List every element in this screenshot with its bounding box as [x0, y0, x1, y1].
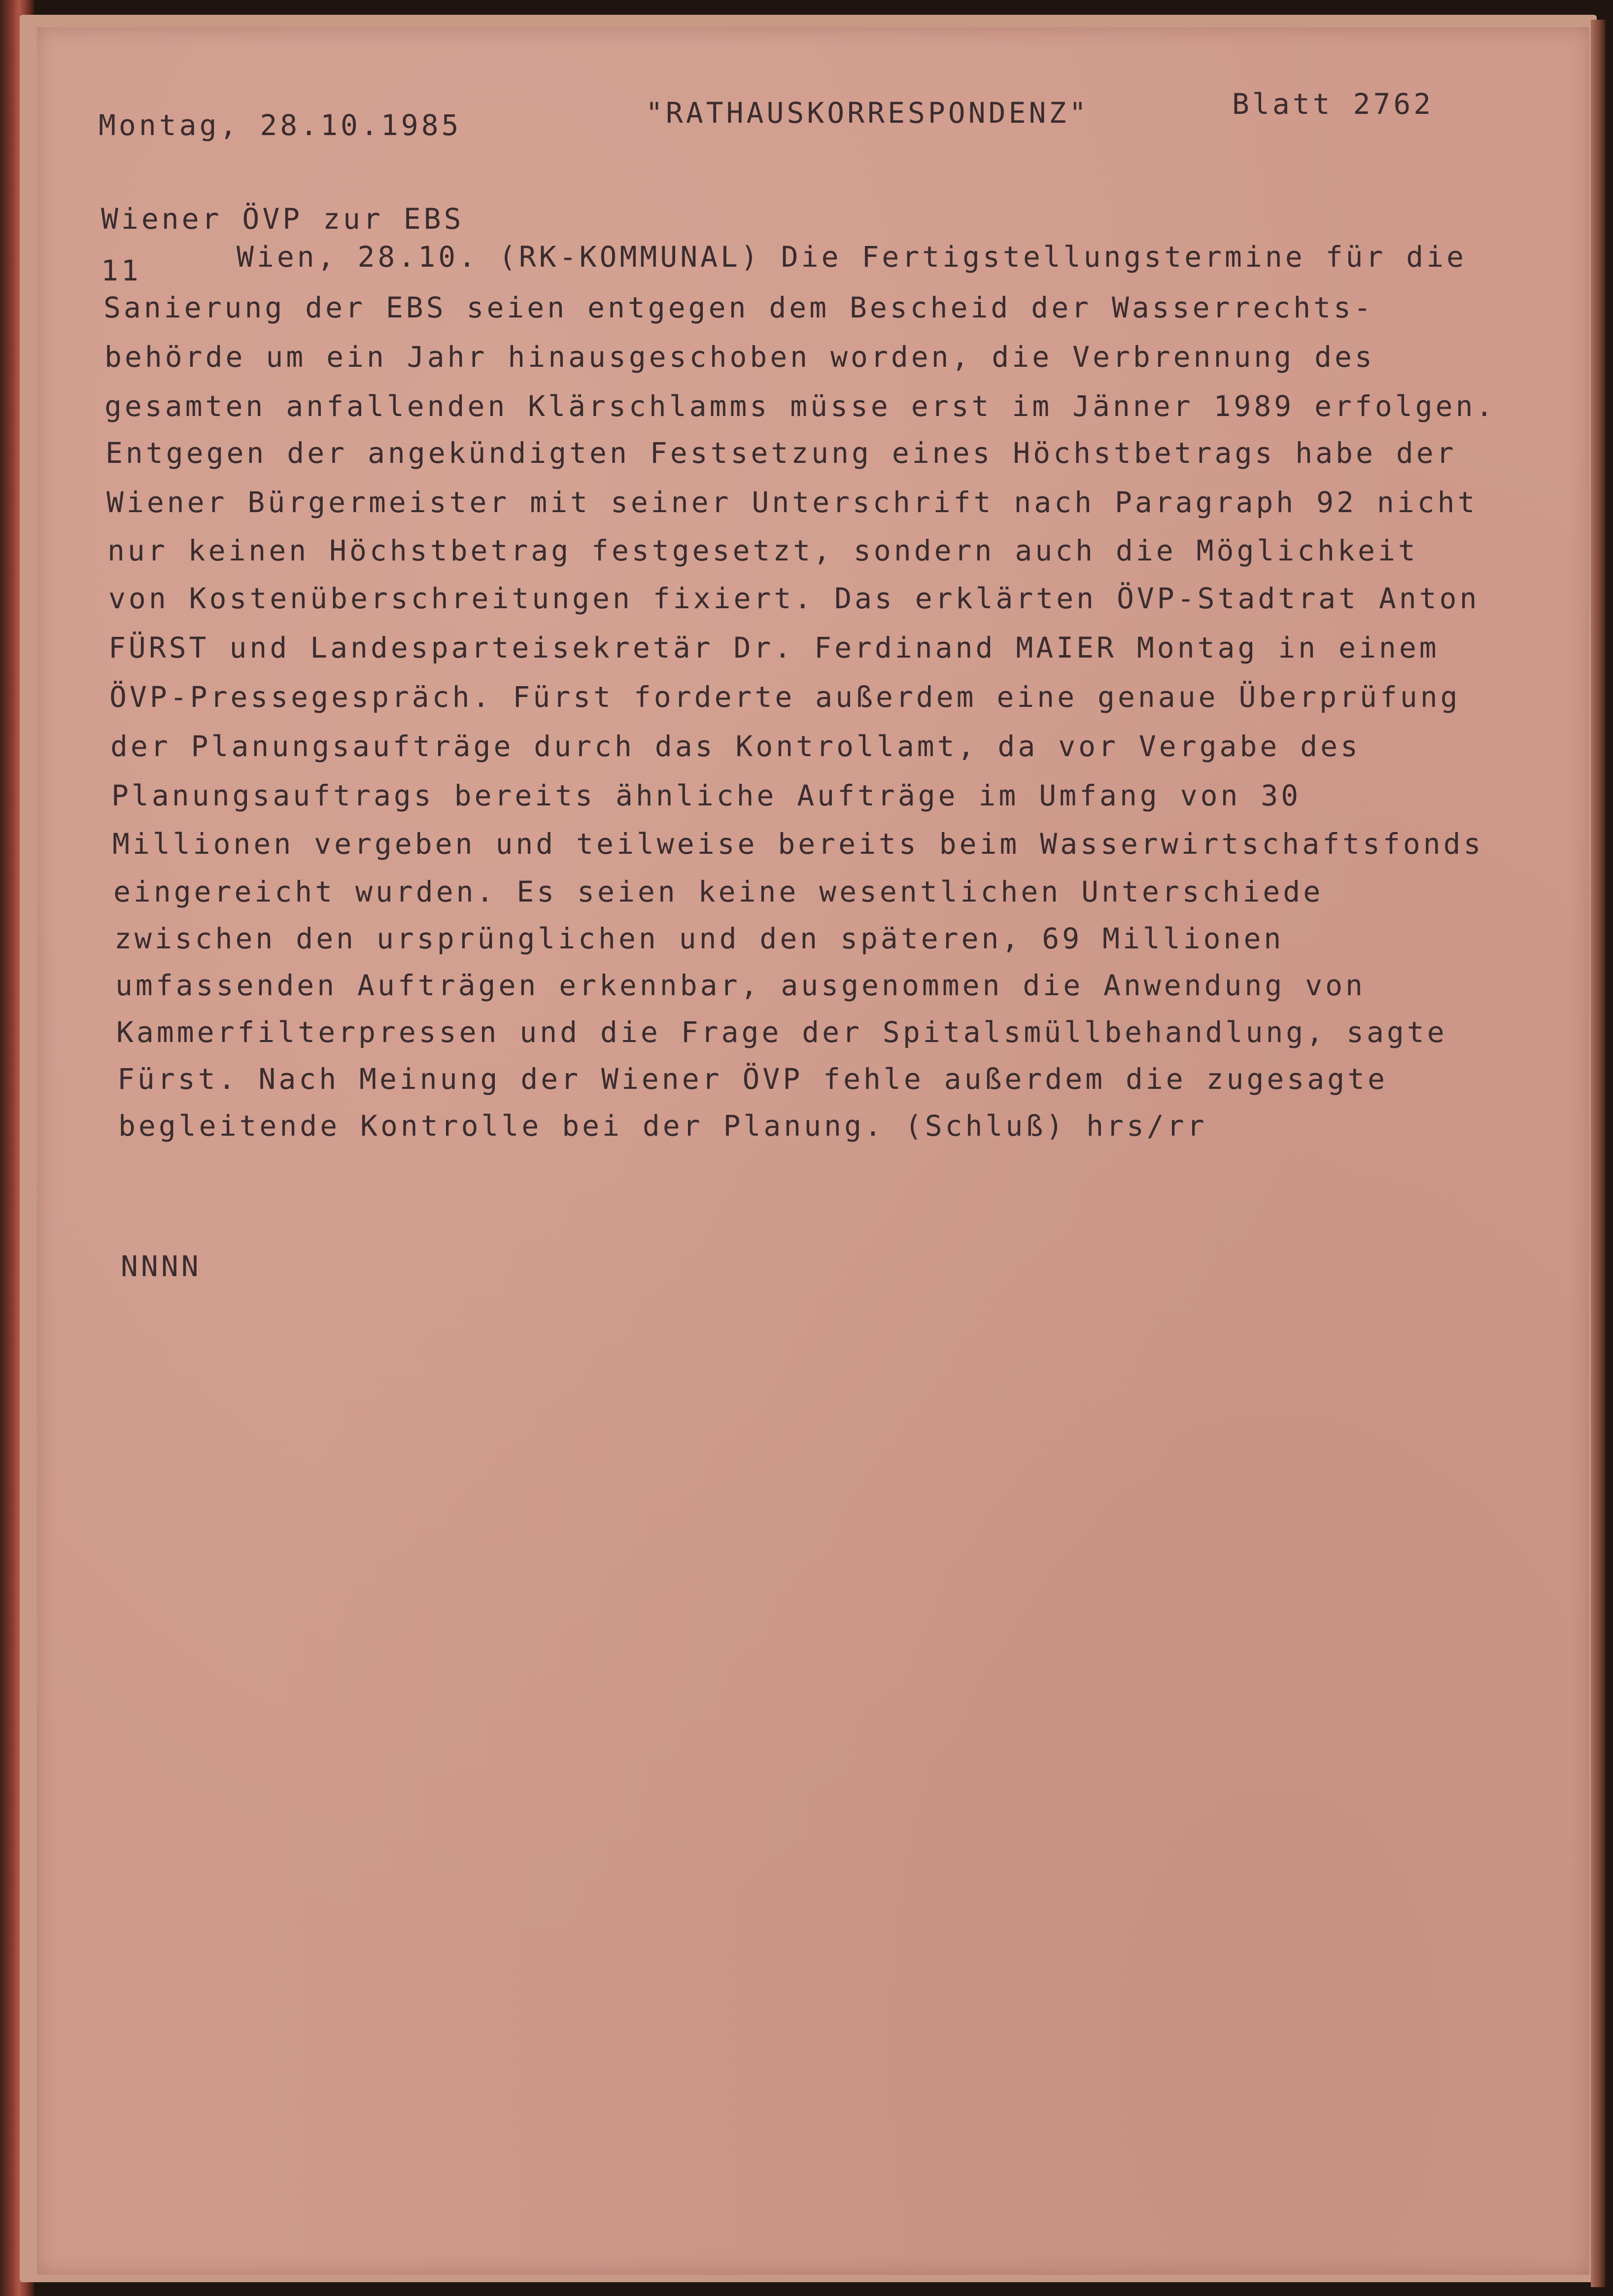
article-line: von Kostenüberschreitungen fixiert. Das erklärten ÖVP-Stadtrat Anton [108, 582, 1480, 615]
article-line: zwischen den ursprünglichen und den späteren, 69 Millionen [114, 922, 1284, 955]
article-line: Planungsauftrags bereits ähnliche Aufträge im Umfang von 30 [111, 779, 1302, 812]
article-line: eingereicht wurden. Es seien keine wesentlichen Unterschiede [113, 875, 1324, 908]
article-line: begleitende Kontrolle bei der Planung. (Schluß) hrs/rr [118, 1109, 1207, 1143]
article-line: Millionen vergeben und teilweise bereits beim Wasserwirtschaftsfonds [112, 827, 1484, 861]
article-headline: Wiener ÖVP zur EBS [101, 202, 464, 236]
article-line: Fürst. Nach Meinung der Wiener ÖVP fehle außerdem die zugesagte [117, 1062, 1388, 1096]
folder-edge [1591, 20, 1606, 2287]
article-line: Wien, 28.10. (RK-KOMMUNAL) Die Fertigstellungstermine für die [237, 240, 1467, 274]
article-line: der Planungsaufträge durch das Kontrollamt, da vor Vergabe des [110, 730, 1361, 763]
header-publication: "RATHAUSKORRESPONDENZ" [646, 96, 1090, 130]
article-line: nur keinen Höchstbetrag festgesetzt, sondern auch die Möglichkeit [107, 534, 1418, 567]
header-sheet-number: Blatt 2762 [1232, 87, 1434, 121]
article-line: Wiener Bürgermeister mit seiner Unterschrift nach Paragraph 92 nicht [106, 486, 1478, 519]
article-line: Kammerfilterpressen und die Frage der Spitalsmüllbehandlung, sagte [116, 1015, 1447, 1049]
end-mark: NNNN [121, 1250, 202, 1283]
article-line: umfassenden Aufträgen erkennbar, ausgenommen die Anwendung von [115, 969, 1366, 1002]
article-line: FÜRST und Landesparteisekretär Dr. Ferdinand MAIER Montag in einem [108, 631, 1440, 664]
article-line: behörde um ein Jahr hinausgeschoben worden, die Verbrennung des [104, 340, 1375, 374]
article-line: Sanierung der EBS seien entgegen dem Bescheid der Wasserrechts- [103, 291, 1374, 324]
article-line-number: 11 [101, 254, 141, 287]
article-line: ÖVP-Pressegespräch. Fürst forderte außerdem eine genaue Überprüfung [109, 680, 1461, 714]
header-date: Montag, 28.10.1985 [99, 108, 462, 142]
article-line: gesamten anfallenden Klärschlamms müsse erst im Jänner 1989 erfolgen. [104, 389, 1496, 423]
article-line: Entgegen der angekündigten Festsetzung eines Höchstbetrags habe der [105, 436, 1457, 470]
